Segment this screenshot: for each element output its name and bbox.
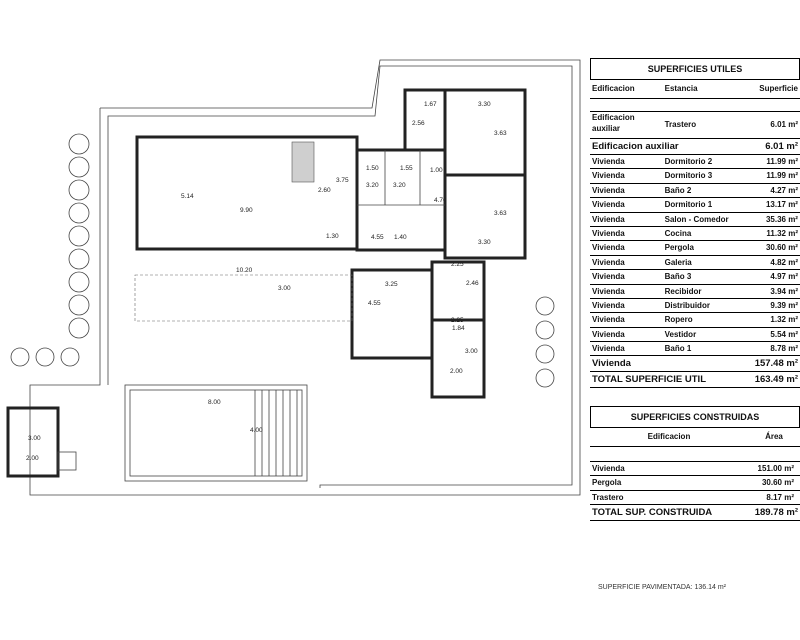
row-area: 1.32 m² bbox=[770, 315, 798, 325]
row-room: Dormitorio 3 bbox=[664, 171, 713, 181]
row-room: Vestidor bbox=[664, 329, 697, 339]
dim-label: 1.00 bbox=[430, 167, 443, 174]
dim-label: 3.25 bbox=[385, 281, 398, 288]
table-row bbox=[590, 241, 800, 255]
construidas-header-row bbox=[590, 428, 800, 447]
row-room: Recibidor bbox=[664, 286, 702, 296]
dim-label: 3.63 bbox=[494, 210, 507, 217]
row-room: Baño 2 bbox=[664, 185, 692, 195]
row-building: Trastero bbox=[592, 492, 624, 502]
table-row bbox=[590, 313, 800, 327]
dim-label: 3.30 bbox=[478, 239, 491, 246]
dim-label: 3.75 bbox=[336, 177, 349, 184]
table-row bbox=[590, 342, 800, 356]
dim-label: 3.20 bbox=[393, 182, 406, 189]
row-building: Vivienda bbox=[592, 200, 625, 210]
row-area: 4.97 m² bbox=[770, 272, 798, 282]
header-estancia: Estancia bbox=[664, 84, 698, 93]
header-edificacion: Edificacion bbox=[592, 84, 635, 93]
dim-label: 8.00 bbox=[208, 399, 221, 406]
dim-label: 2.25 bbox=[451, 317, 464, 324]
row-room: Dormitorio 1 bbox=[664, 200, 713, 210]
row-area: 13.17 m² bbox=[765, 200, 798, 210]
total-label: TOTAL SUPERFICIE UTIL bbox=[592, 374, 707, 386]
table-row bbox=[590, 476, 800, 490]
superficies-utiles-table bbox=[590, 58, 800, 388]
dim-label: 3.63 bbox=[494, 130, 507, 137]
table-row bbox=[590, 111, 800, 139]
table-row bbox=[590, 491, 800, 505]
row-building: Vivienda bbox=[592, 464, 625, 473]
table-row bbox=[590, 169, 800, 183]
row-area: 4.82 m² bbox=[770, 257, 798, 267]
dim-label: 3.00 bbox=[465, 348, 478, 355]
total-label: TOTAL SUP. CONSTRUIDA bbox=[592, 507, 713, 519]
row-area: 30.60 m² bbox=[765, 243, 798, 253]
row-area: 9.39 m² bbox=[770, 300, 798, 310]
row-area: 6.01 m² bbox=[770, 120, 798, 129]
dim-label: 2.56 bbox=[412, 120, 425, 127]
row-area: 5.54 m² bbox=[770, 329, 798, 339]
total-superficie-util bbox=[590, 372, 800, 388]
table-row bbox=[590, 285, 800, 299]
row-room: Baño 1 bbox=[664, 344, 692, 354]
row-area: 8.78 m² bbox=[770, 344, 798, 354]
table-row bbox=[590, 461, 800, 476]
row-building: Vivienda bbox=[592, 228, 625, 238]
row-building: Vivienda bbox=[592, 315, 625, 325]
header-edificacion: Edificacion bbox=[647, 432, 691, 441]
row-area: 3.94 m² bbox=[770, 286, 798, 296]
row-building: Vivienda bbox=[592, 272, 625, 282]
dim-label: 3.20 bbox=[366, 182, 379, 189]
row-building: Vivienda bbox=[592, 185, 625, 195]
total-area: 189.78 m² bbox=[754, 507, 798, 519]
dim-label: 1.50 bbox=[366, 165, 379, 172]
dimension-labels bbox=[26, 101, 507, 462]
utiles-header-row bbox=[590, 80, 800, 99]
dim-label: 4.55 bbox=[371, 234, 384, 241]
table-row bbox=[590, 213, 800, 227]
construidas-title: SUPERFICIES CONSTRUIDAS bbox=[590, 406, 800, 428]
row-room: Ropero bbox=[664, 315, 693, 325]
row-building: Vivienda bbox=[592, 243, 625, 253]
trees-left bbox=[11, 134, 89, 366]
row-building: Vivienda bbox=[592, 157, 625, 166]
auxiliar-subtotal bbox=[590, 139, 800, 155]
total-area: 163.49 m² bbox=[754, 374, 798, 386]
row-room: Baño 3 bbox=[664, 272, 692, 282]
table-row bbox=[590, 270, 800, 284]
row-area: 30.60 m² bbox=[761, 478, 794, 488]
row-building: Vivienda bbox=[592, 286, 625, 296]
dim-label: 4.70 bbox=[434, 197, 447, 204]
utiles-rows bbox=[590, 155, 800, 356]
row-building: Vivienda bbox=[592, 171, 625, 181]
table-row bbox=[590, 328, 800, 342]
row-room: Salon - Comedor bbox=[664, 214, 729, 224]
header-area: Área bbox=[765, 432, 783, 441]
dim-label: 9.90 bbox=[240, 207, 253, 214]
subtotal-area: 6.01 m² bbox=[765, 141, 798, 152]
utiles-title: SUPERFICIES UTILES bbox=[590, 58, 800, 80]
row-building: Pergola bbox=[592, 478, 622, 488]
row-area: 11.32 m² bbox=[766, 228, 798, 238]
pergola bbox=[135, 275, 352, 321]
row-room: Trastero bbox=[664, 120, 697, 129]
row-building: Vivienda bbox=[592, 329, 625, 339]
dim-label: 3.00 bbox=[28, 435, 41, 442]
table-row bbox=[590, 256, 800, 270]
dim-label: 4.00 bbox=[250, 427, 263, 434]
row-area: 35.36 m² bbox=[765, 214, 798, 224]
row-room: Dormitorio 2 bbox=[664, 157, 713, 166]
row-building: Vivienda bbox=[592, 214, 625, 224]
table-row bbox=[590, 184, 800, 198]
header-superficie: Superficie bbox=[759, 84, 798, 93]
superficie-pavimentada-note: SUPERFICIE PAVIMENTADA: 136.14 m² bbox=[598, 584, 726, 591]
row-building: Vivienda bbox=[592, 344, 625, 354]
row-room: Galeria bbox=[664, 257, 692, 267]
dim-label: 2.00 bbox=[450, 368, 463, 375]
storage-top bbox=[405, 90, 445, 150]
table-row bbox=[590, 227, 800, 241]
dim-label: 4.55 bbox=[368, 300, 381, 307]
auxiliary-storage bbox=[8, 408, 58, 476]
plot-boundary bbox=[30, 60, 580, 495]
dim-label: 3.30 bbox=[478, 101, 491, 108]
row-area: 11.99 m² bbox=[766, 171, 798, 181]
dim-label: 2.00 bbox=[26, 455, 39, 462]
row-area: 8.17 m² bbox=[766, 492, 794, 502]
vivienda-subtotal bbox=[590, 356, 800, 372]
superficies-construidas-table bbox=[590, 406, 800, 521]
row-room: Distribuidor bbox=[664, 300, 710, 310]
dim-label: 2.46 bbox=[466, 280, 479, 287]
dim-label: 1.67 bbox=[424, 101, 437, 108]
dim-label: 1.40 bbox=[394, 234, 407, 241]
dim-label: 2.60 bbox=[318, 187, 331, 194]
row-room: Pergola bbox=[664, 243, 694, 253]
row-area: 4.27 m² bbox=[770, 185, 798, 195]
row-area: 151.00 m² bbox=[757, 464, 794, 473]
dim-label: 2.25 bbox=[451, 261, 464, 268]
subtotal-area: 157.48 m² bbox=[754, 358, 798, 370]
total-superficie-construida bbox=[590, 505, 800, 521]
table-row bbox=[590, 299, 800, 313]
subtotal-label: Edificacion auxiliar bbox=[592, 141, 679, 152]
table-row bbox=[590, 198, 800, 212]
dim-label: 1.84 bbox=[452, 325, 465, 332]
dim-label: 3.00 bbox=[278, 285, 291, 292]
trees-right bbox=[536, 297, 554, 387]
row-building: Vivienda bbox=[592, 300, 625, 310]
row-building: Vivienda bbox=[592, 257, 625, 267]
dim-label: 1.55 bbox=[400, 165, 413, 172]
dim-label: 10.20 bbox=[236, 267, 253, 274]
row-room: Cocina bbox=[664, 228, 692, 238]
table-row bbox=[590, 155, 800, 169]
row-building: Edificacion auxiliar bbox=[592, 113, 635, 133]
dim-label: 5.14 bbox=[181, 193, 194, 200]
subtotal-label: Vivienda bbox=[592, 358, 631, 370]
row-area: 11.99 m² bbox=[766, 157, 798, 166]
dim-label: 1.30 bbox=[326, 233, 339, 240]
